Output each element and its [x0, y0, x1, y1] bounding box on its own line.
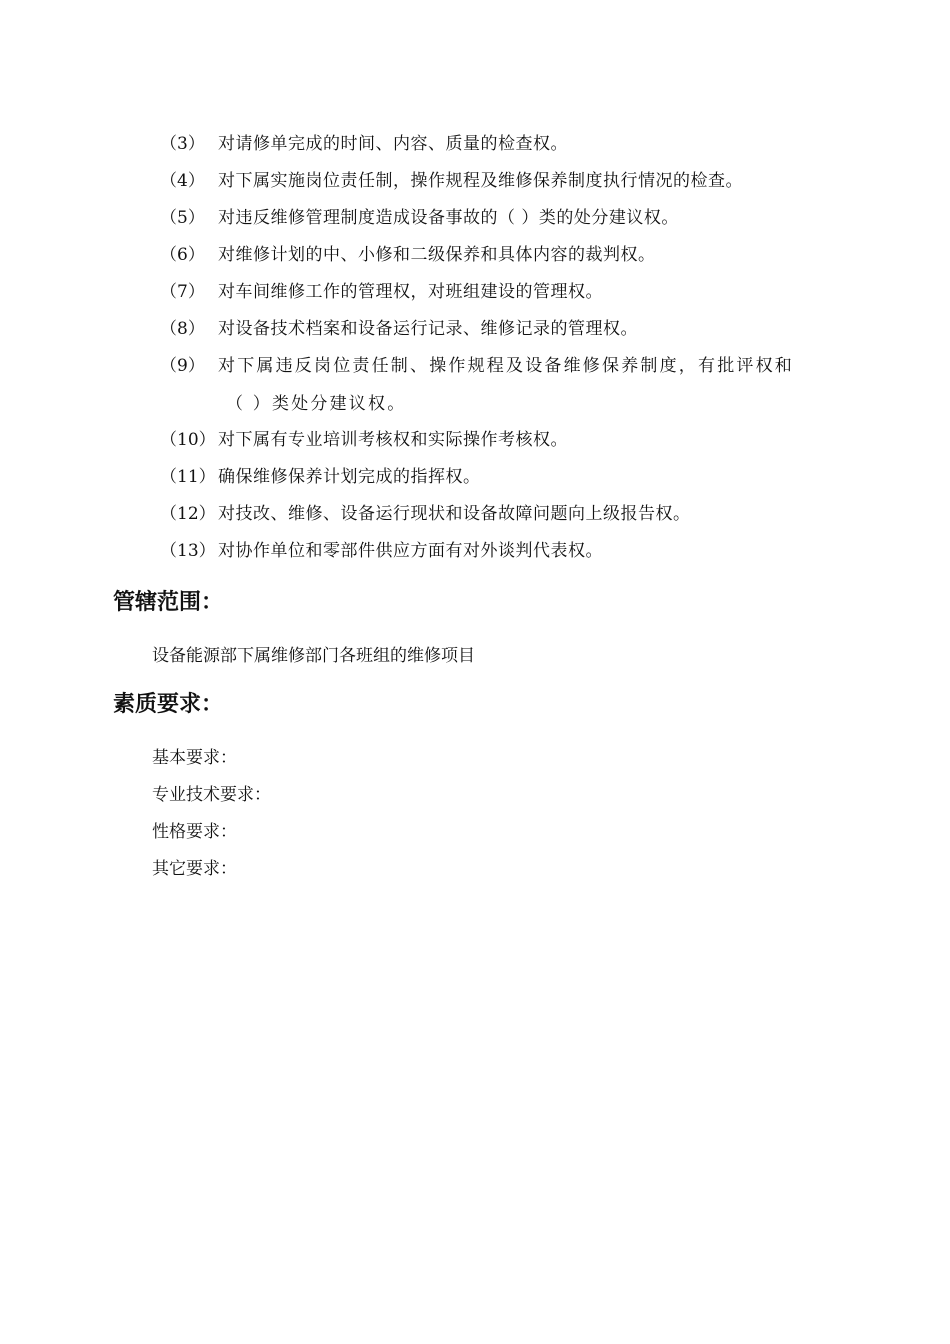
item-number: （8） — [160, 319, 205, 339]
item-text: 对违反维修管理制度造成设备事故的（ ）类的处分建议权。 — [218, 208, 679, 228]
item-text: 对设备技术档案和设备运行记录、维修记录的管理权。 — [218, 319, 638, 339]
scope-text: 设备能源部下属维修部门各班组的维修项目 — [152, 646, 475, 666]
list-item — [160, 465, 860, 489]
item-number: （4） — [160, 171, 205, 191]
item-number: （6） — [160, 245, 205, 265]
list-item — [160, 206, 860, 230]
list-item — [160, 280, 860, 304]
requirement-basic: 基本要求： — [152, 748, 237, 768]
list-item — [160, 317, 860, 341]
item-number: （11） — [160, 467, 216, 487]
item-text-continuation: （ ）类处分建议权。 — [226, 394, 407, 414]
rights-list — [160, 132, 860, 576]
requirement-other: 其它要求： — [152, 859, 237, 879]
item-text: 对请修单完成的时间、内容、质量的检查权。 — [218, 134, 568, 154]
item-text: 对技改、维修、设备运行现状和设备故障问题向上级报告权。 — [218, 504, 691, 524]
quality-requirements-list — [152, 746, 271, 894]
item-number: （12） — [160, 504, 216, 524]
requirement-personality: 性格要求： — [152, 822, 237, 842]
list-item — [160, 132, 860, 156]
scope-heading: 管辖范围： — [113, 590, 224, 615]
item-text-line: 对下属违反岗位责任制、操作规程及设备维修保养制度，有批评权和 — [218, 356, 794, 376]
item-text: 对维修计划的中、小修和二级保养和具体内容的裁判权。 — [218, 245, 656, 265]
list-item — [160, 502, 860, 526]
item-text: 对下属实施岗位责任制，操作规程及维修保养制度执行情况的检查。 — [218, 171, 743, 191]
quality-heading: 素质要求： — [113, 692, 224, 717]
list-item — [160, 539, 860, 563]
list-item — [160, 428, 860, 452]
item-text: 对车间维修工作的管理权，对班组建设的管理权。 — [218, 282, 603, 302]
item-number: （7） — [160, 282, 205, 302]
item-text: 确保维修保养计划完成的指挥权。 — [218, 467, 481, 487]
item-number: （10） — [160, 430, 216, 450]
item-text: 对下属有专业培训考核权和实际操作考核权。 — [218, 430, 568, 450]
item-number: （13） — [160, 541, 216, 561]
requirement-technical: 专业技术要求： — [152, 785, 271, 805]
item-number: （9） — [160, 356, 205, 376]
item-number: （3） — [160, 134, 205, 154]
item-number: （5） — [160, 208, 205, 228]
item-text — [218, 347, 860, 423]
list-item — [160, 354, 860, 423]
list-item — [160, 169, 860, 193]
list-item — [160, 243, 860, 267]
item-text: 对协作单位和零部件供应方面有对外谈判代表权。 — [218, 541, 603, 561]
